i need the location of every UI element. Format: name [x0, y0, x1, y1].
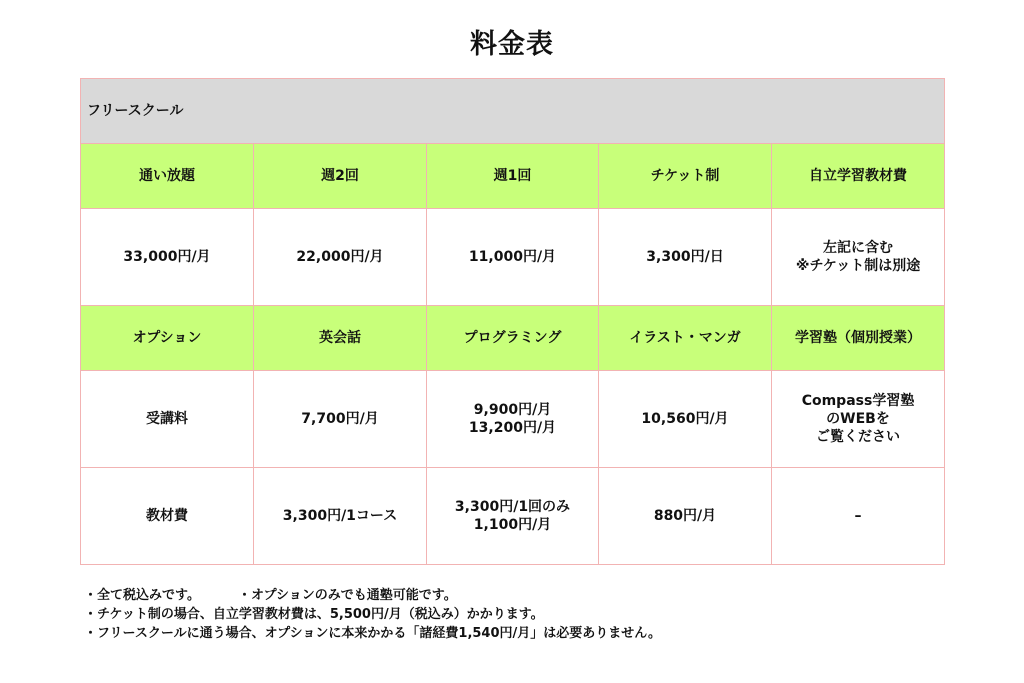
header-study-materials: 自立学習教材費 — [772, 144, 945, 209]
header-options: オプション — [81, 306, 254, 371]
price-once-weekly: 11,000円/月 — [427, 209, 599, 306]
options-header-row — [81, 306, 945, 371]
note-free-school-fees: ・フリースクールに通う場合、オプションに本来かかる「諸経費1,540円/月」は必要ありません。 — [84, 626, 662, 641]
price-ticket: 3,300円/日 — [599, 209, 772, 306]
materials-cram-school: – — [772, 468, 945, 565]
tuition-cram-school: Compass学習塾 のWEBを ご覧ください — [772, 371, 945, 468]
header-illustration: イラスト・マンガ — [599, 306, 772, 371]
price-twice-weekly: 22,000円/月 — [254, 209, 427, 306]
tuition-programming: 9,900円/月 13,200円/月 — [427, 371, 599, 468]
free-school-section-row — [81, 79, 945, 144]
header-once-weekly: 週1回 — [427, 144, 599, 209]
note-ticket-materials: ・チケット制の場合、自立学習教材費は、5,500円/月（税込み）かかります。 — [84, 607, 544, 622]
note-line — [84, 586, 661, 605]
tuition-row — [81, 371, 945, 468]
materials-illustration: 880円/月 — [599, 468, 772, 565]
materials-label: 教材費 — [81, 468, 254, 565]
header-cram-school: 学習塾（個別授業） — [772, 306, 945, 371]
free-school-header-row — [81, 144, 945, 209]
materials-english: 3,300円/1コース — [254, 468, 427, 565]
tuition-label: 受講料 — [81, 371, 254, 468]
header-ticket: チケット制 — [599, 144, 772, 209]
materials-programming: 3,300円/1回のみ 1,100円/月 — [427, 468, 599, 565]
header-programming: プログラミング — [427, 306, 599, 371]
materials-row — [81, 468, 945, 565]
header-english: 英会話 — [254, 306, 427, 371]
price-study-materials: 左記に含む ※チケット制は別途 — [772, 209, 945, 306]
price-unlimited: 33,000円/月 — [81, 209, 254, 306]
page-title: 料金表 — [470, 29, 554, 60]
header-twice-weekly: 週2回 — [254, 144, 427, 209]
tuition-english: 7,700円/月 — [254, 371, 427, 468]
free-school-section-label: フリースクール — [81, 79, 945, 144]
header-unlimited: 通い放題 — [81, 144, 254, 209]
note-options-only: ・オプションのみでも通塾可能です。 — [237, 588, 457, 603]
free-school-price-row — [81, 209, 945, 306]
note-tax-included: ・全て税込みです。 — [84, 588, 200, 603]
price-table — [80, 78, 945, 565]
notes — [84, 586, 661, 643]
tuition-illustration: 10,560円/月 — [599, 371, 772, 468]
